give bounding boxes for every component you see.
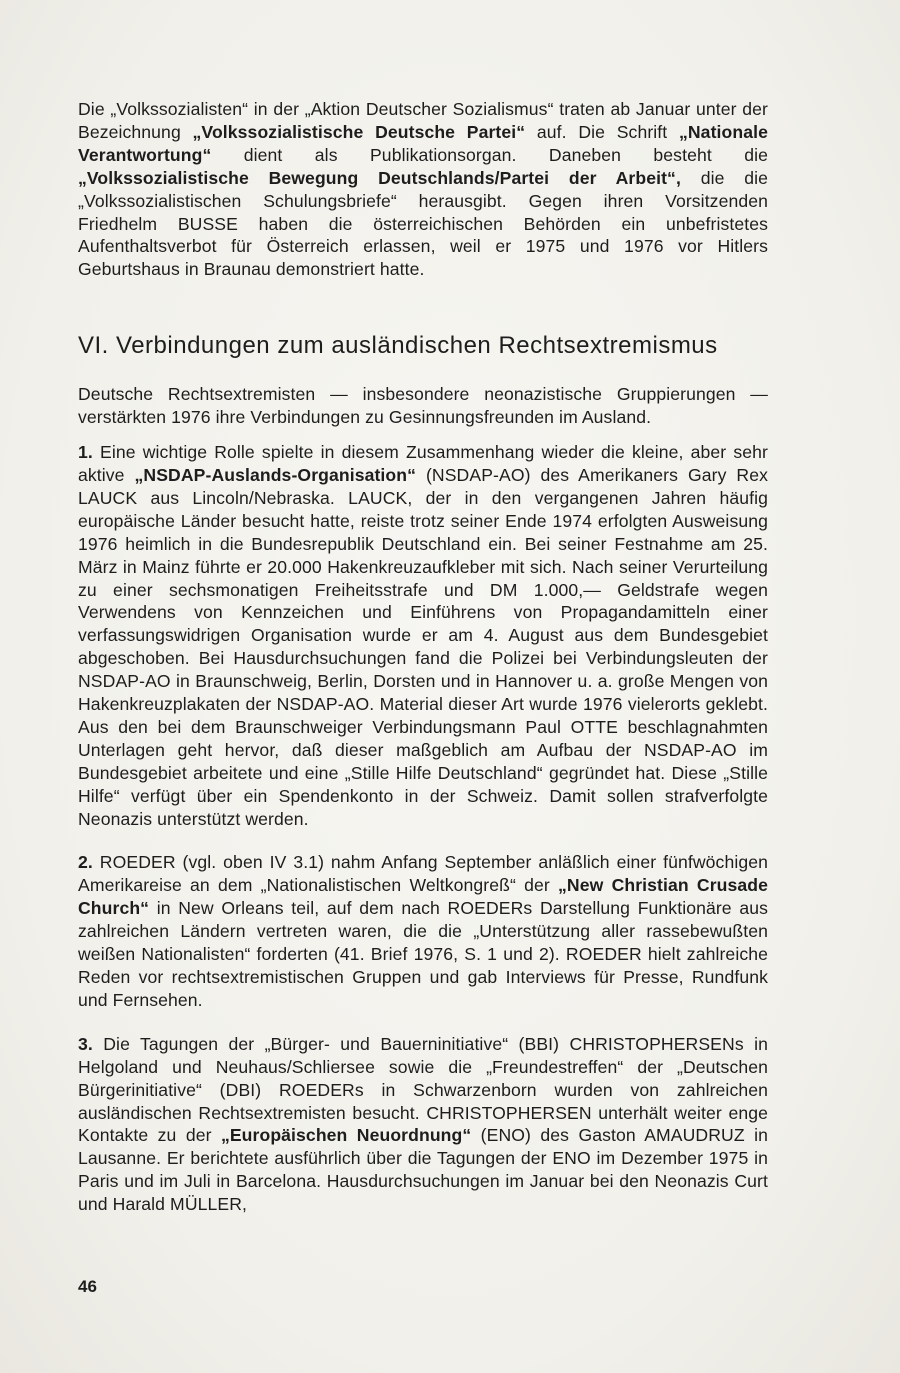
movement-name: „Volkssozialistische Bewegung Deutschlands/Partei der Arbeit“, bbox=[78, 167, 681, 188]
text-run: in New Orleans teil, auf dem nach ROEDERs Darstellung Funktionäre aus zahlreichen Ländern vertreten waren, die die „Unterstützung aller rassebewußten weißen Nationalisten“ forderten (41. Brief 1976, S. 1 und 2). ROEDER hielt zahlreiche Reden vor rechtsextremistischen Gruppen und gab Interviews für Presse, Rundfunk und Fernsehen. bbox=[78, 898, 768, 1010]
numbered-paragraph-3 bbox=[78, 1033, 768, 1216]
text-run: dient als Publikationsorgan. Daneben besteht die bbox=[211, 144, 768, 165]
party-name: „Volkssozialistische Deutsche Partei“ bbox=[192, 121, 526, 142]
page-body bbox=[78, 98, 768, 1216]
numbered-paragraph-1 bbox=[78, 441, 768, 830]
organisation-name: „New Christian Crusade Church“ bbox=[78, 875, 768, 919]
text-run: (NSDAP-AO) des Amerikaners Gary Rex LAUCK aus Lincoln/Nebraska. LAUCK, der in den vergangenen Jahren häufig europäische Länder besucht hatte, reiste trotz seiner Ende 1974 erfolgten Ausweisung 1976 heimlich in die Bundesrepublik Deutschland ein. Bei seiner Festnahme am 25. März in Mainz führte er 20.000 Hakenkreuzaufkleber mit sich. Nach seiner Verurteilung zu einer sechsmonatigen Freiheitsstrafe und DM 1.000,— Geldstrafe wegen Verwendens von Kennzeichen und Einführens von Propagandamitteln einer verfassungswidrigen Organisation wurde er am 4. August aus dem Bundesgebiet abgeschoben. Bei Hausdurchsuchungen fand die Polizei bei Verbindungsleuten der NSDAP-AO in Braunschweig, Berlin, Dorsten und in Hannover u. a. große Mengen von Hakenkreuzplakaten der NSDAP-AO. Material dieser Art wurde 1976 vielerorts geklebt. Aus den bei dem Braunschweiger Verbindungsmann Paul OTTE beschlagnahmten Unterlagen geht hervor, daß dieser maßgeblich am Aufbau der NSDAP-AO im Bundesgebiet arbeitete und eine „Stille Hilfe Deutschland“ gegründet hat. Diese „Stille Hilfe“ verfügt über ein Spendenkonto in der Schweiz. Damit sollen strafverfolgte Neonazis unterstützt werden. bbox=[78, 464, 768, 829]
text-run: auf. Die Schrift bbox=[525, 121, 679, 142]
text-run: Eine wichtige Rolle spielte in diesem Zusammenhang wieder die kleine, aber sehr aktive bbox=[78, 442, 768, 485]
organisation-name: „NSDAP-Auslands-Organisation“ bbox=[134, 464, 417, 485]
text-run: Die Tagungen der „Bürger- und Bauerninitiative“ (BBI) CHRISTOPHERSENs in Helgoland und Neuhaus/Schliersee sowie die „Freundestreffen“ der „Deutschen Bürgerinitiative“ (DBI) ROEDERs in Schwarzenborn wurden von zahlreichen ausländischen Rechtsextremisten besucht. CHRISTOPHERSEN unterhält weiter enge Kontakte zu der bbox=[78, 1033, 768, 1146]
section-lead-paragraph: Deutsche Rechtsextremisten — insbesondere neonazistische Gruppierungen — verstärkten 1976 ihre Verbindungen zu Gesinnungsfreunden im Ausland. bbox=[78, 384, 768, 428]
page-number: 46 bbox=[78, 1277, 97, 1296]
text-run: ROEDER (vgl. oben IV 3.1) nahm Anfang September anläßlich einer fünfwöchigen Amerikareise an dem „Nationalistischen Weltkongreß“ der bbox=[78, 852, 768, 896]
numbered-paragraph-2 bbox=[78, 851, 768, 1011]
section-heading: VI. Verbindungen zum ausländischen Rechtsextremismus bbox=[78, 332, 718, 360]
text-run: Die „Volkssozialisten“ in der „Aktion Deutscher Sozialismus“ traten ab Januar unter der Bezeichnung bbox=[78, 99, 768, 142]
paragraph-number: 3. bbox=[78, 1033, 93, 1054]
paragraph-number: 1. bbox=[78, 442, 93, 463]
publication-name: „Nationale Verantwortung“ bbox=[78, 121, 768, 165]
text-run: (ENO) des Gaston AMAUDRUZ in Lausanne. Er berichtete ausführlich über die Tagungen der ENO im Dezember 1975 in Paris und im Juli in Barcelona. Hausdurchsuchungen im Januar bei den Neonazis Curt und Harald MÜLLER, bbox=[78, 1125, 768, 1215]
paragraph-number: 2. bbox=[78, 852, 93, 873]
organisation-name: „Europäischen Neuordnung“ bbox=[220, 1125, 472, 1146]
text-run: die die „Volkssozialistischen Schulungsbriefe“ herausgibt. Gegen ihren Vorsitzenden Friedhelm BUSSE haben die österreichischen Behörden ein unbefristetes Aufenthaltsverbot für Österreich erlassen, weil er 1975 und 1976 vor Hitlers Geburtshaus in Braunau demonstriert hatte. bbox=[78, 167, 768, 280]
intro-paragraph bbox=[78, 98, 768, 281]
